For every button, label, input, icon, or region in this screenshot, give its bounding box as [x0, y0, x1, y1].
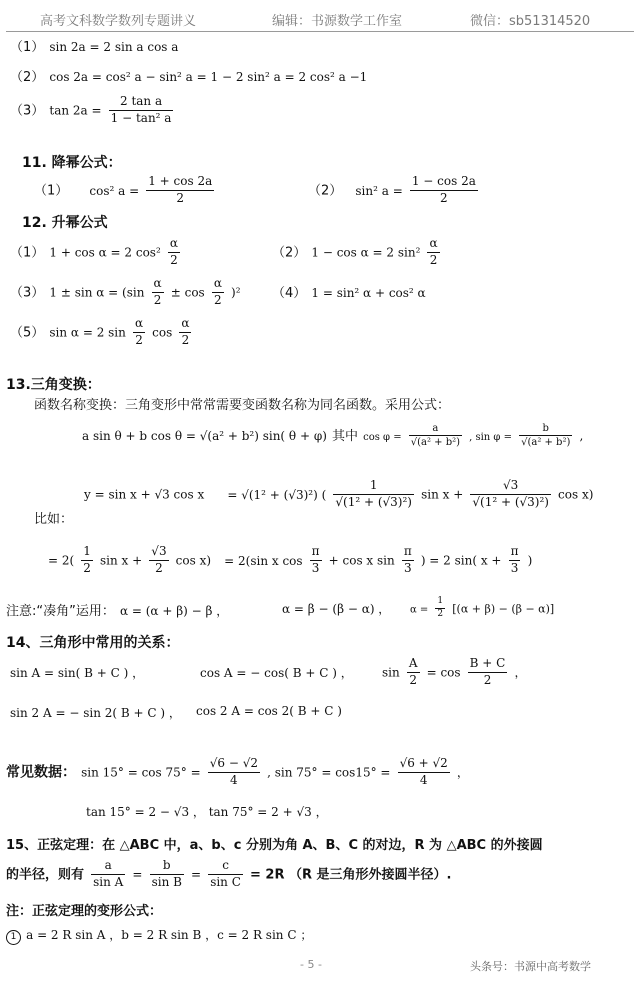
common-values-label: 常见数据： [6, 764, 76, 781]
fraction: $\frac{1}{2}$ [437, 596, 444, 619]
formula: sin 2a = 2 sin a cos a [49, 40, 179, 54]
sine-law-line [6, 858, 452, 890]
item-label: （1） [34, 183, 69, 199]
fraction: $\frac{\alpha}{2}$ [429, 236, 438, 267]
s11-formula-1 [34, 174, 216, 206]
triangle-rel-1: sin A = sin( B + C ) ， [10, 666, 145, 680]
formula: a sin θ + b cos θ = √(a² + b²) sin( θ + φ) [82, 429, 327, 443]
formula: y = sin x + √3 cos x [84, 487, 205, 502]
formula: α = [410, 604, 429, 616]
formula: = [132, 867, 143, 882]
double-angle-1 [10, 36, 178, 55]
footer-source: 头条号：书源中高考数学 [470, 960, 591, 973]
sine-law-note-title: 注：正弦定理的变形公式： [6, 904, 163, 919]
fraction: $\frac{\text{2 tan a}}{\text{1 − tan² a}}$ [110, 94, 172, 125]
s12-formula-1 [10, 236, 182, 268]
formula: = 2(sin x cos [224, 553, 303, 568]
s12-formula-2 [272, 236, 442, 268]
fraction: $\frac{c}{\text{sin C}}$ [210, 858, 241, 889]
fraction: $\frac{\alpha}{2}$ [169, 236, 178, 267]
circled-number-icon: 1 [6, 930, 21, 945]
formula: α = (α + β) − β ， [119, 604, 229, 618]
formula: a = 2 R sin A ，b = 2 R sin B ，c = 2 R sin C ； [26, 928, 313, 942]
formula: cos² a = [89, 183, 140, 198]
fraction: $\frac{√3}{2}$ [151, 544, 167, 575]
formula: = √(1² + (√3)²) ( [227, 487, 327, 502]
item-label: （2） [272, 245, 307, 261]
formula: 1 − cos α = 2 sin² [311, 245, 421, 260]
aux-angle-formula [82, 422, 583, 449]
fraction: $\frac{a}{\text{√(a² + b²)}}$ [410, 423, 461, 448]
fraction: $\frac{a}{\text{sin A}}$ [93, 858, 124, 889]
fraction: $\frac{\alpha}{2}$ [213, 276, 222, 307]
triangle-rel-3 [382, 656, 526, 688]
sine-law-variant [6, 924, 312, 945]
s12-formula-4 [272, 282, 426, 301]
fraction: $\frac{\pi}{3}$ [510, 544, 519, 575]
header-wechat: 微信：sb51314520 [470, 14, 591, 29]
formula: cos [152, 325, 173, 340]
fraction: $\frac{\alpha}{2}$ [153, 276, 162, 307]
formula: sin x + [100, 553, 143, 568]
fraction: $\frac{√6 - √2}{4}$ [209, 756, 258, 787]
formula: = 2( [48, 553, 75, 568]
item-label: （3） [10, 103, 45, 119]
formula: ) = 2 sin( x + [420, 553, 502, 568]
item-label: （3） [10, 285, 45, 301]
triangle-rel-2: cos A = − cos( B + C ) ， [200, 666, 353, 680]
formula: sin α = 2 sin [49, 325, 126, 340]
item-label: （5） [10, 325, 45, 341]
double-angle-3 [10, 94, 175, 126]
item-label: （2） [10, 70, 45, 85]
fraction: $\frac{\pi}{3}$ [403, 544, 412, 575]
formula: + cos x sin [328, 553, 395, 568]
formula: ， [514, 665, 527, 680]
formula: cos x) [558, 487, 594, 502]
section-14-title: 14、三角形中常用的关系： [6, 635, 180, 651]
s12-formula-3 [10, 276, 241, 308]
section-13-title: 13.三角变换： [6, 377, 101, 393]
formula: = [191, 867, 202, 882]
page-number: - 5 - [300, 958, 322, 971]
fraction: $\frac{\alpha}{2}$ [134, 316, 144, 347]
triangle-rel-4: sin 2 A = − sin 2( B + C ) ， [10, 706, 181, 720]
fraction: $\frac{1}{2}$ [83, 544, 91, 575]
formula: , [579, 429, 584, 443]
formula: tan 2a = [49, 103, 102, 118]
formula: sin x + [421, 487, 464, 502]
header-divider [6, 31, 634, 32]
common-values-line-2: tan 15° = 2 − √3 ， tan 75° = 2 + √3 ， [86, 805, 328, 819]
formula: cos 2a = cos² a − sin² a = 1 − 2 sin² a = 2 cos² a −1 [49, 70, 368, 84]
item-label: （2） [308, 183, 343, 199]
item-label: （4） [272, 286, 307, 301]
formula: sin² a = [355, 183, 403, 198]
fraction: $\frac{b}{\text{sin B}}$ [151, 858, 182, 889]
fraction: $\frac{1 + \cos 2a}{2}$ [148, 174, 213, 205]
formula: sin [382, 665, 400, 680]
example-line-1 [84, 478, 593, 510]
header-title: 高考文科数学数列专题讲义 [40, 14, 197, 29]
formula: [(α + β) − (β − α)] [452, 602, 555, 616]
formula: , sin φ = [469, 432, 512, 443]
example-line-2 [48, 544, 532, 576]
formula: 1 = sin² α + cos² α [311, 286, 426, 300]
section-12-title: 12. 升幂公式 [22, 215, 108, 231]
fraction: $\frac{A}{2}$ [408, 656, 418, 687]
formula: 1 ± sin α = (sin [49, 285, 145, 300]
item-label: （1） [10, 245, 45, 261]
formula: ± cos [170, 285, 205, 300]
triangle-rel-5: cos 2 A = cos 2( B + C ) [196, 704, 342, 718]
text: 其中 [332, 429, 359, 444]
s12-formula-5 [10, 316, 193, 348]
section-15-title: 15、正弦定理：在 △ABC 中，a、b、c 分别为角 A、B、C 的对边，R 为 △ABC 的外接圆 [6, 838, 543, 853]
fraction: $\frac{√6 + √2}{4}$ [399, 756, 448, 787]
formula: 1 + cos α = 2 cos² [49, 245, 161, 260]
formula: , sin 75° = cos15° = [267, 765, 391, 780]
text: = 2R （R 是三角形外接圆半径）. [250, 867, 452, 883]
fraction: $\frac{b}{\text{√(a² + b²)}}$ [521, 423, 571, 448]
formula: cos φ = [363, 432, 402, 443]
text: 的半径，则有 [6, 867, 85, 883]
formula: = cos [426, 665, 461, 680]
formula: ) [527, 553, 533, 568]
common-values-line-1 [6, 756, 469, 788]
example-label: 比如： [34, 512, 74, 527]
fraction: $\frac{B + C}{2}$ [469, 656, 506, 687]
double-angle-2 [10, 66, 367, 85]
fraction: $\frac{\pi}{3}$ [311, 544, 320, 575]
s11-formula-2 [308, 174, 480, 206]
fraction: $\frac{√3}{\text{√(1² + (√3)²)}}$ [472, 478, 549, 509]
fraction: $\frac{1}{\text{√(1² + (√3)²)}}$ [335, 478, 412, 509]
formula: sin 15° = cos 75° = [81, 765, 201, 780]
formula: cos x) [175, 553, 212, 568]
formula: )² [231, 285, 241, 300]
formula: ， [456, 765, 469, 780]
item-label: （1） [10, 40, 45, 55]
fraction: $\frac{\alpha}{2}$ [181, 316, 190, 347]
section-11-title: 11. 降幂公式： [22, 155, 122, 171]
fraction: $\frac{1 - \cos 2a}{2}$ [411, 174, 476, 205]
compose-angle-3 [410, 596, 554, 620]
header-editor: 编辑：书源数学工作室 [272, 14, 403, 29]
s13-intro: 函数名称变换：三角变形中常常需要变函数名称为同名函数。采用公式： [34, 398, 451, 413]
note-label: 注意:“凑角”运用： [6, 604, 115, 619]
compose-angle-note [6, 600, 228, 619]
compose-angle-2: α = β − (β − α) ， [282, 602, 391, 616]
